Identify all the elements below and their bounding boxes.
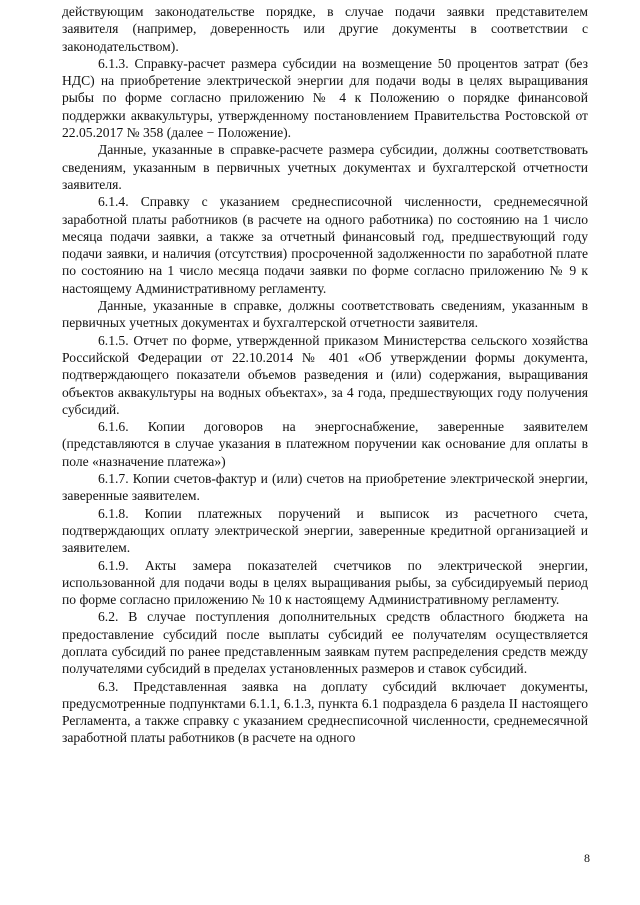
paragraph-6-1-8: 6.1.8. Копии платежных поручений и выписок из расчетного счета, подтверждающих оплату электрической энергии, заверенные кредитной организацией и заявителем. — [62, 505, 588, 556]
paragraph-6-1-4: 6.1.4. Справку с указанием среднесписочной численности, среднемесячной заработной платы работников (в расчете на одного работника) по состоянию на 1 число месяца подачи заявки, а также за отчетный финансовый год, предшествующий году подачи заявки, и наличия (отсутствия) просроченной задолженности по заработной плате по состоянию на 1 число месяца подачи заявки по форме согласно приложению № 9 к настоящему Административному регламенту. — [62, 194, 588, 296]
paragraph-6-1-3-data: Данные, указанные в справке-расчете размера субсидии, должны соответствовать сведениям, указанным в первичных учетных документах и бухгалтерской отчетности заявителя. — [62, 142, 588, 192]
paragraph-6-2: 6.2. В случае поступления дополнительных средств областного бюджета на предоставление субсидий после выплаты субсидий ее получателям осуществляется доплата субсидий по ранее представленным заявкам путем распределения средств между получателями субсидий в пределах установленных размеров и ставок субсидий. — [62, 609, 588, 677]
paragraph-6-1-9: 6.1.9. Акты замера показателей счетчиков по электрической энергии, использованной для подачи воды в целях выращивания рыбы, за субсидируемый период по форме согласно приложению № 10 к настоящему Административному регламенту. — [62, 557, 588, 608]
paragraph-6-1-4-data: Данные, указанные в справке, должны соответствовать сведениям, указанным в первичных учетных документах и бухгалтерской отчетности заявителя. — [62, 298, 588, 331]
paragraph-6-1-7: 6.1.7. Копии счетов-фактур и (или) счетов на приобретение электрической энергии, заверенные заявителем. — [62, 471, 588, 504]
paragraph-6-1-3: 6.1.3. Справку-расчет размера субсидии на возмещение 50 процентов затрат (без НДС) на приобретение электрической энергии для подачи воды в целях выращивания рыбы по форме согласно приложению № 4 к Положению о порядке финансовой поддержки аквакультуры, утвержденному постановлением Правительства Ростовской от 22.05.2017 № 358 (далее − Положение). — [62, 55, 588, 141]
document-body — [62, 3, 588, 747]
paragraph-6-3: 6.3. Представленная заявка на доплату субсидий включает документы, предусмотренные подпунктами 6.1.1, 6.1.3, пункта 6.1 подраздела 6 раздела II настоящего Регламента, а также справку с указанием среднесписочной численности, среднемесячной заработной платы работников (в расчете на одного — [62, 678, 588, 746]
page-number: 8 — [584, 851, 590, 865]
paragraph-6-1-6: 6.1.6. Копии договоров на энергоснабжение, заверенные заявителем (представляются в случае указания в платежном поручении как основание для оплаты в поле «назначение платежа») — [62, 419, 588, 469]
paragraph-continuation: действующим законодательстве порядке, в случае подачи заявки представителем заявителя (например, доверенность или другие документы в соответствии с законодательством). — [62, 4, 588, 54]
paragraph-6-1-5: 6.1.5. Отчет по форме, утвержденной приказом Министерства сельского хозяйства Российской Федерации от 22.10.2014 № 401 «Об утверждении формы документа, подтверждающего показатели объемов разведения и (или) содержания, выращивания объектов аквакультуры на водных объектах», за 4 года, предшествующих году получения субсидий. — [62, 332, 588, 417]
